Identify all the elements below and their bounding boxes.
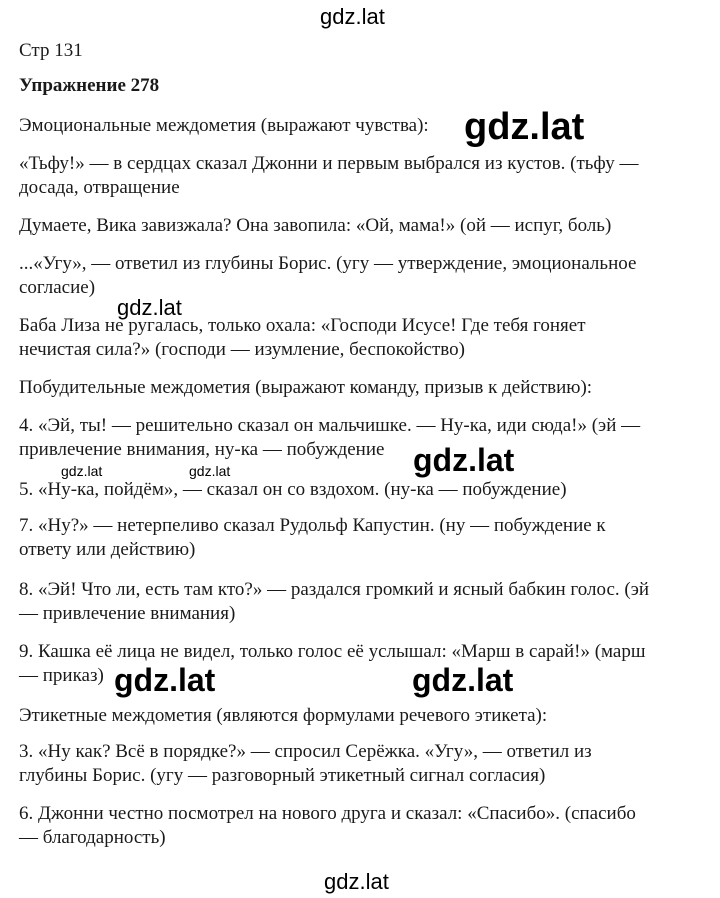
- text-line: — благодарность): [19, 827, 166, 848]
- watermark-large: gdz.lat: [464, 106, 585, 148]
- text-line: согласие): [19, 277, 96, 298]
- watermark-tiny-2: gdz.lat: [189, 463, 231, 479]
- exercise-title: Упражнение 278: [19, 75, 160, 96]
- page-reference: Стр 131: [19, 40, 83, 61]
- watermark-mid-3: gdz.lat: [412, 662, 514, 698]
- watermark-small-left: gdz.lat: [117, 295, 182, 320]
- text-line: — привлечение внимания): [19, 603, 236, 624]
- text-line: 5. «Ну-ка, пойдём», — сказал он со вздохом. (ну-ка — побуждение): [19, 479, 567, 500]
- text-line: ответу или действию): [19, 539, 196, 560]
- section-heading-incentive: Побудительные междометия (выражают команду, призыв к действию):: [19, 377, 593, 398]
- text-line: 9. Кашка её лица не видел, только голос её услышал: «Марш в сарай!» (марш: [19, 641, 646, 662]
- text-line: ...«Угу», — ответил из глубины Борис. (угу — утверждение, эмоциональное: [19, 253, 637, 274]
- text-line: 8. «Эй! Что ли, есть там кто?» — раздался громкий и ясный бабкин голос. (эй: [19, 579, 650, 600]
- text-line: Думаете, Вика завизжала? Она завопила: «Ой, мама!» (ой — испуг, боль): [19, 215, 612, 236]
- text-line: — приказ): [19, 665, 104, 686]
- text-line: «Тьфу!» — в сердцах сказал Джонни и первым выбрался из кустов. (тьфу —: [19, 153, 639, 174]
- text-line: 3. «Ну как? Всё в порядке?» — спросил Серёжка. «Угу», — ответил из: [19, 741, 592, 762]
- text-line: привлечение внимания, ну-ка — побуждение: [19, 439, 385, 460]
- watermark-bottom: gdz.lat: [324, 869, 389, 894]
- text-line: Баба Лиза не ругалась, только охала: «Господи Исусе! Где тебя гоняет: [19, 315, 586, 336]
- text-line: досада, отвращение: [19, 177, 180, 198]
- watermark-top: gdz.lat: [320, 4, 385, 29]
- text-line: 7. «Ну?» — нетерпеливо сказал Рудольф Капустин. (ну — побуждение к: [19, 515, 606, 536]
- watermark-tiny-1: gdz.lat: [61, 463, 103, 479]
- watermark-mid-1: gdz.lat: [413, 442, 515, 478]
- text-line: 6. Джонни честно посмотрел на нового друга и сказал: «Спасибо». (спасибо: [19, 803, 636, 824]
- section-heading-etiquette: Этикетные междометия (являются формулами речевого этикета):: [19, 705, 548, 726]
- text-line: 4. «Эй, ты! — решительно сказал он мальчишке. — Ну-ка, иди сюда!» (эй —: [19, 415, 641, 436]
- section-heading-emotional: Эмоциональные междометия (выражают чувства):: [19, 115, 429, 136]
- watermark-mid-2: gdz.lat: [114, 662, 216, 698]
- text-line: нечистая сила?» (господи — изумление, беспокойство): [19, 339, 465, 360]
- text-line: глубины Борис. (угу — разговорный этикетный сигнал согласия): [19, 765, 546, 786]
